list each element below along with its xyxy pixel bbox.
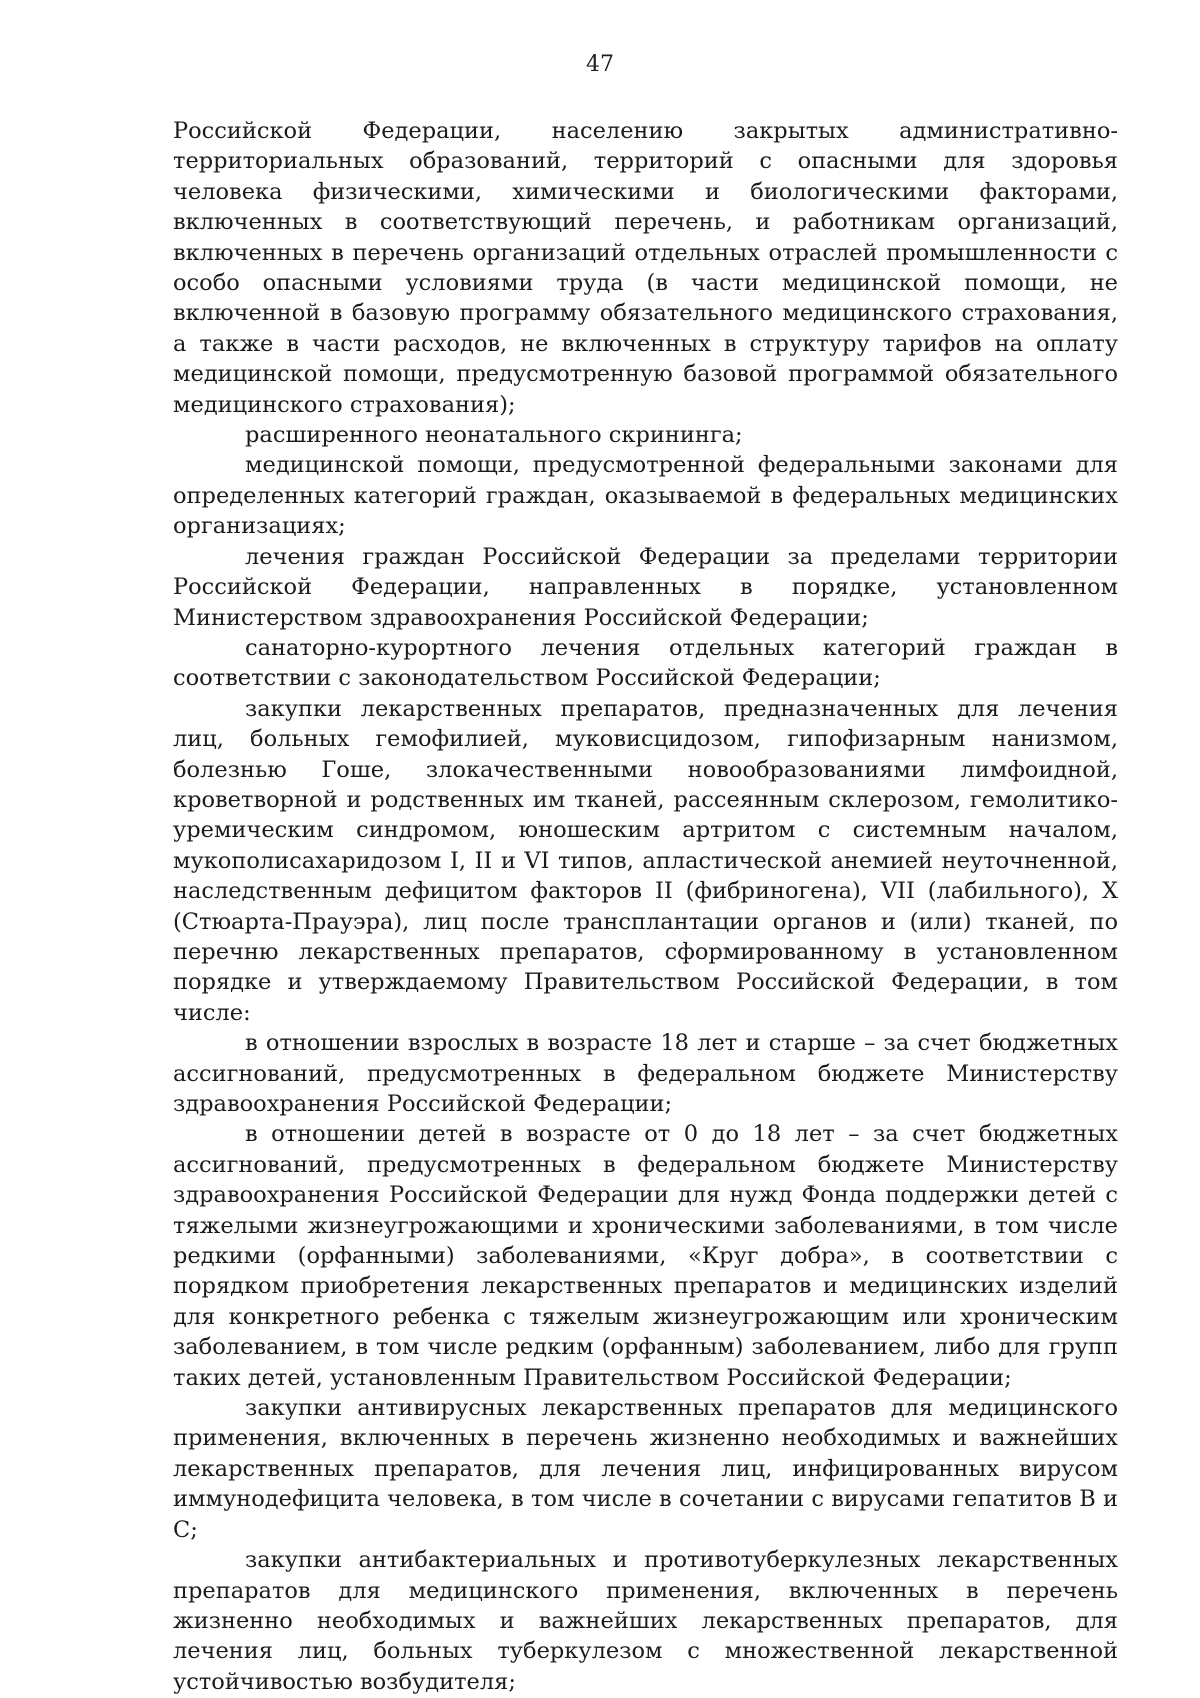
paragraph-antiviral-procurement: закупки антивирусных лекарственных препаратов для медицинского применения, включенных в перечень жизненно необходимых и важнейших лекарственных препаратов, для лечения лиц, инфицированных вирусом иммунодефицита человека, в том числе в сочетании с вирусами гепатитов B и C; (173, 1395, 1118, 1543)
page-number: 47 (586, 52, 614, 77)
paragraph-treatment-abroad: лечения граждан Российской Федерации за пределами территории Российской Федерации, направленных в порядке, установленном Министерством здравоохранения Российской Федерации; (173, 543, 1118, 631)
paragraph-federal-medical-care: медицинской помощи, предусмотренной федеральными законами для определенных категорий граждан, оказываемой в федеральных медицинских организациях; (173, 452, 1118, 540)
paragraph-antibacterial-procurement: закупки антибактериальных и противотуберкулезных лекарственных препаратов для медицинского применения, включенных в перечень жизненно необходимых и важнейших лекарственных препаратов, для лечения лиц, больных туберкулезом с множественной лекарственной устойчивостью возбудителя; (173, 1547, 1118, 1695)
paragraph-continuation: Российской Федерации, населению закрытых административно-территориальных образований, территорий с опасными для здоровья человека физическими, химическими и биологическими факторами, включенных в соответствующий перечень, и работникам организаций, включенных в перечень организаций отдельных отраслей промышленности с особо опасными условиями труда (в части медицинской помощи, не включенной в базовую программу обязательного медицинского страхования, а также в части расходов, не включенных в структуру тарифов на оплату медицинской помощи, предусмотренную базовой программой обязательного медицинского страхования); (173, 118, 1118, 418)
document-body (173, 116, 1118, 1697)
paragraph-adults: в отношении взрослых в возрасте 18 лет и старше – за счет бюджетных ассигнований, предусмотренных в федеральном бюджете Министерству здравоохранения Российской Федерации; (173, 1030, 1118, 1117)
paragraph-sanatorium-treatment: санаторно-курортного лечения отдельных категорий граждан в соответствии с законодательством Российской Федерации; (173, 634, 1118, 692)
paragraph-drug-procurement: закупки лекарственных препаратов, предназначенных для лечения лиц, больных гемофилией, муковисцидозом, гипофизарным нанизмом, болезнью Гоше, злокачественными новообразованиями лимфоидной, кроветворной и родственных им тканей, рассеянным склерозом, гемолитико-уремическим синдромом, юношеским артритом с системным началом, мукополисахаридозом I, II и VI типов, апластической анемией неуточненной, наследственным дефицитом факторов II (фибриногена), VII (лабильного), X (Стюарта-Прауэра), лиц после трансплантации органов и (или) тканей, по перечню лекарственных препаратов, сформированному в установленном порядке и утверждаемому Правительством Российской Федерации, в том числе: (173, 695, 1118, 1026)
paragraph-neonatal-screening: расширенного неонатального скрининга; (245, 422, 743, 449)
paragraph-children: в отношении детей в возрасте от 0 до 18 лет – за счет бюджетных ассигнований, предусмотренных в федеральном бюджете Министерству здравоохранения Российской Федерации для нужд Фонда поддержки детей с тяжелыми жизнеугрожающими и хроническими заболеваниями, в том числе редкими (орфанными) заболеваниями, «Круг добра», в соответствии с порядком приобретения лекарственных препаратов и медицинских изделий для конкретного ребенка с тяжелым жизнеугрожающим или хроническим заболеванием, в том числе редким (орфанным) заболеванием, либо для групп таких детей, установленным Правительством Российской Федерации; (173, 1121, 1118, 1391)
